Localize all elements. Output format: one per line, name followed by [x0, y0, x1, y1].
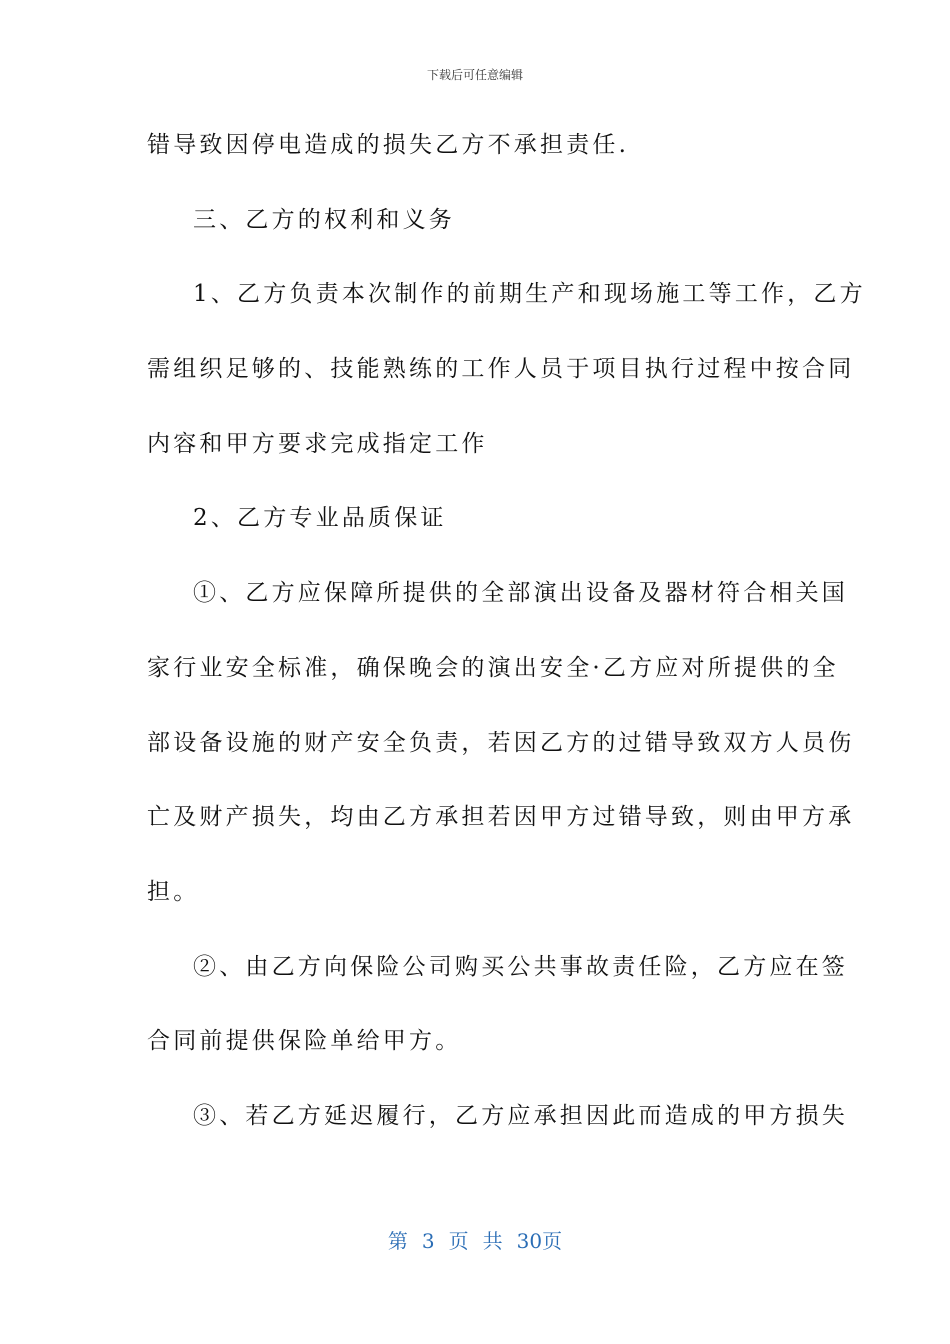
subsection-heading: 2、乙方专业品质保证: [193, 505, 447, 532]
document-body: [147, 126, 866, 1172]
paragraph-line: ①、乙方应保障所提供的全部演出设备及器材符合相关国: [193, 580, 848, 607]
paragraph-line: 亡及财产损失，均由乙方承担若因甲方过错导致，则由甲方承: [147, 804, 855, 831]
footer-ye: 页: [448, 1229, 469, 1253]
footer-total-pages: 30页: [516, 1229, 563, 1253]
paragraph-line: ③、若乙方延迟履行，乙方应承担因此而造成的甲方损失: [193, 1102, 848, 1129]
paragraph-line: 担。: [147, 878, 200, 905]
paragraph-line: ②、由乙方向保险公司购买公共事故责任险，乙方应在签: [193, 953, 848, 980]
section-heading: 三、乙方的权利和义务: [193, 206, 455, 233]
footer-gong: 共: [482, 1229, 503, 1253]
paragraph-line: 错导致因停电造成的损失乙方不承担责任.: [147, 132, 630, 158]
paragraph-line: 内容和甲方要求完成指定工作: [147, 430, 488, 457]
paragraph-line: 合同前提供保险单给甲方。: [147, 1028, 462, 1055]
paragraph-line: 需组织足够的、技能熟练的工作人员于项目执行过程中按合同: [147, 356, 855, 383]
footer-di: 第: [387, 1229, 408, 1253]
page-footer: [0, 1225, 950, 1254]
page-header: 下载后可任意编辑: [426, 68, 523, 82]
footer-page-number: 3: [421, 1229, 435, 1253]
paragraph-line: 家行业安全标准，确保晚会的演出安全·乙方应对所提供的全: [147, 654, 839, 681]
paragraph-line: 1、乙方负责本次制作的前期生产和现场施工等工作，乙方: [193, 281, 866, 308]
paragraph-line: 部设备设施的财产安全负责，若因乙方的过错导致双方人员伤: [147, 729, 855, 756]
